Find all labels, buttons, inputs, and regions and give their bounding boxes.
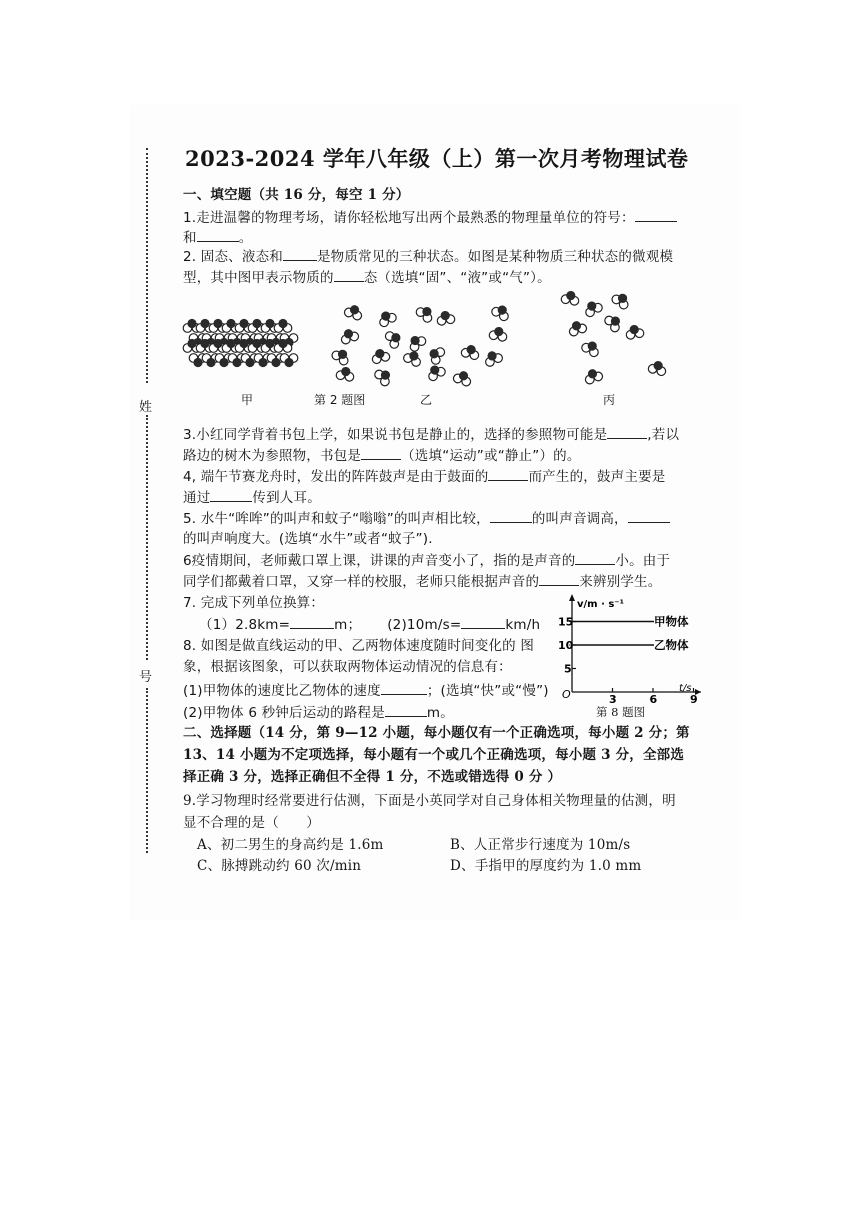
atom-dark [239,339,248,348]
q4-text-1: 4, 端午节赛龙舟时，发出的阵阵鼓声是由于鼓面的 [183,469,489,485]
atom-dark [206,358,215,367]
question-3-line-1 [183,425,679,444]
molecule [567,318,588,337]
answer-blank[interactable] [210,488,252,502]
atom-dark [193,358,202,367]
molecule [426,344,446,366]
atom-dark [226,319,235,328]
molecule [274,319,292,332]
q3-text-1: 3.小红同学背着书包上学，如果说书包是静止的，选择的参照物可能是 [183,427,608,443]
q5-text-3: 的叫声响度大。(选填“水牛”或者“蚊子”). [183,531,433,547]
q8-text-5: (2)甲物体 6 秒钟后运动的路程是 [183,705,385,721]
atom-dark [252,339,261,348]
question-1-line-2 [183,228,252,247]
x-tick-label: 9 [690,693,698,706]
binding-char-top: 姓 [139,400,153,415]
question-4-line-2 [183,488,321,507]
figure-2-molecular-models [0,288,868,408]
answer-blank[interactable] [575,551,615,565]
x-tick-label: 6 [649,693,658,706]
liquid-state-model [330,302,512,388]
q2-text-2: 是物质常见的三种状态。如图是某种物质三种状态的微观模 [316,249,674,265]
series-label-jia: 甲物体 [654,614,689,629]
q7-text-4: (2)10m/s= [387,617,462,633]
molecule [460,343,480,360]
q8-text-1: 8. 如图是做直线运动的甲、乙两物体速度随时间变化的 图 [183,638,535,654]
answer-blank[interactable] [290,615,334,629]
molecule [561,290,581,306]
q7-text-5: km/h [505,617,541,633]
atom-dark [245,358,254,367]
molecule [647,359,667,376]
q3-text-4: （选填“运动”或“静止”）的。 [401,448,581,464]
question-9-line-1: 9.学习物理时经常要进行估测，下面是小英同学对自己身体相关物理量的估测，明 [183,793,676,809]
answer-blank[interactable] [461,615,505,629]
y-axis-label: v/m · s⁻¹ [577,599,624,610]
question-8-line-2 [183,658,512,676]
q4-text-2: 而产生的，鼓声主要是 [528,469,666,485]
section2-heading-line-3: 择正确 3 分，选择正确但不全得 1 分，不选或错选得 0 分 ） [183,769,562,785]
atom-dark [278,319,287,328]
atom-dark [187,339,196,348]
figure-8-velocity-time-graph [558,590,706,718]
question-4-line-1 [183,467,665,486]
q5-text-1: 5. 水牛“哞哞”的叫声和蚊子“嗡嗡”的叫声相比较， [183,511,490,527]
option-a[interactable]: A、初二男生的身高约是 1.6m [197,837,384,853]
answer-blank[interactable] [607,425,647,439]
q7-text-2: （1）2.8km= [199,617,291,633]
question-7-line-1 [183,594,324,612]
atom-dark [278,339,287,348]
q1-text: 1.走进温馨的物理考场，请你轻松地写出两个最熟悉的物理量单位的符号： [183,210,635,226]
question-1-line-1 [183,208,677,227]
binding-char-bottom: 号 [139,670,153,685]
q2-text-4: 态（选填“固”、“液”或“气”）。 [363,270,551,286]
q4-text-3: 通过 [183,490,211,506]
q2-text-1: 2. 固态、液态和 [183,249,283,265]
atom-dark [258,358,267,367]
figure-2-label-jia: 甲 [241,393,254,407]
molecule [330,345,352,366]
question-6-line-2 [183,572,661,591]
atom-dark [200,339,209,348]
figure-2-caption: 第 2 题图 [314,393,366,407]
answer-blank[interactable] [334,268,364,282]
atom-dark [226,339,235,348]
molecule [384,328,404,350]
q4-text-4: 传到人耳。 [252,490,321,506]
section1-heading: 一、填空题（共 16 分，每空 1 分） [183,187,410,203]
molecule [603,311,625,333]
atom-dark [213,319,222,328]
answer-blank[interactable] [635,208,677,222]
atom-dark [187,319,196,328]
y-tick-label: 10 [558,639,574,652]
question-2-line-1 [183,247,673,266]
answer-blank[interactable] [490,509,532,523]
molecule [405,331,427,353]
q7-text-3: m； [334,617,362,633]
question-6-line-1 [183,551,670,570]
q1-end: 。 [238,230,253,246]
answer-blank[interactable] [628,509,670,523]
molecule [583,366,604,385]
molecule [490,302,512,322]
binding-line-middle [146,415,148,660]
molecule [452,368,473,387]
question-5-line-2 [183,530,433,548]
solid-state-model [183,319,298,367]
question-5-line-1 [183,509,670,528]
molecule [625,324,645,340]
q6-text-2: 小。由于 [615,553,671,569]
molecule [373,365,395,387]
q8-text-2: 象，根据该图象，可以获取两物体运动情况的信息有： [183,659,512,675]
q8-text-3: (1)甲物体的速度比乙物体的速度 [183,683,381,699]
atom-dark [284,358,293,367]
molecule [339,326,360,345]
figure-2-label-yi: 乙 [420,393,433,407]
q6-text-4: 来辨别学生。 [579,574,662,590]
figure-2-label-bing: 丙 [603,393,616,407]
option-b[interactable]: B、人正常步行速度为 10m/s [450,837,631,853]
y-axis-arrow [569,594,575,601]
question-7-line-2 [199,615,540,634]
q7-text-1: 7. 完成下列单位换算： [183,595,325,611]
atom-dark [265,339,274,348]
section2-heading-line-1: 二、选择题（14 分，第 9—12 小题，每小题仅有一个正确选项，每小题 2 分；第 [183,725,690,741]
q1-text-2: 和 [183,230,197,246]
answer-blank[interactable] [385,703,427,717]
y-tick-label: 5 [564,662,572,676]
atom-dark [252,319,261,328]
gas-state-model [561,289,668,385]
x-tick-label: 3 [609,693,617,706]
atom-dark [232,358,241,367]
figure-8-caption: 第 8 题图 [596,705,646,719]
question-8-line-4 [183,703,454,722]
question-8-line-3 [183,681,549,700]
molecule [376,308,398,328]
question-3-line-2 [183,446,581,465]
molecule [582,298,604,318]
answer-blank[interactable] [488,467,528,481]
atom-dark [219,358,228,367]
molecule [280,354,298,367]
q3-text-3: 路边的树木为参照物，书包是 [183,448,362,464]
option-c[interactable]: C、脉搏跳动约 60 次/min [197,858,362,874]
q5-text-2: 的叫声音调高， [531,511,628,527]
molecule [370,347,390,364]
molecule [336,366,356,382]
question-8-line-1 [183,637,534,655]
molecule [489,326,509,342]
atom-dark [265,319,274,328]
molecule [436,310,456,326]
exam-title: 2023-2024 学年八年级（上）第一次月考物理试卷 [185,146,689,171]
q8-text-4: ；(选填“快”或“慢”) [426,683,549,699]
answer-blank[interactable] [283,247,317,261]
y-tick-label: 15 [558,615,574,629]
question-2-line-2 [183,268,551,287]
molecule [610,289,632,310]
answer-blank[interactable] [361,446,401,460]
answer-blank[interactable] [197,228,239,242]
origin-label: O [562,688,571,701]
atom-dark [200,319,209,328]
molecule [580,338,602,358]
question-9-line-2: 显不合理的是（ ） [183,815,320,831]
atom-dark [239,319,248,328]
answer-blank[interactable] [381,681,427,695]
molecule [414,302,436,324]
q8-text-6: m。 [426,705,454,721]
molecule [343,302,364,321]
molecule [482,348,504,368]
atom-dark [271,358,280,367]
q6-text-1: 6疫情期间，老师戴口罩上课，讲课的声音变小了，指的是声音的 [183,553,576,569]
atom-dark [213,339,222,348]
q3-text-2: ,若以 [647,427,680,443]
q2-text-3: 型，其中图甲表示物质的 [183,270,334,286]
binding-line-lower [146,688,148,853]
option-d[interactable]: D、手指甲的厚度约为 1.0 mm [450,858,642,874]
q6-text-3: 同学们都戴着口罩，又穿一样的校服，老师只能根据声音的 [183,574,540,590]
x-axis-label: t/s [679,683,692,694]
series-label-yi: 乙物体 [654,638,689,652]
answer-blank[interactable] [539,572,579,586]
section2-heading-line-2: 13、14 小题为不定项选择，每小题有一个或几个正确选项，每小题 3 分，全部选 [183,747,685,763]
